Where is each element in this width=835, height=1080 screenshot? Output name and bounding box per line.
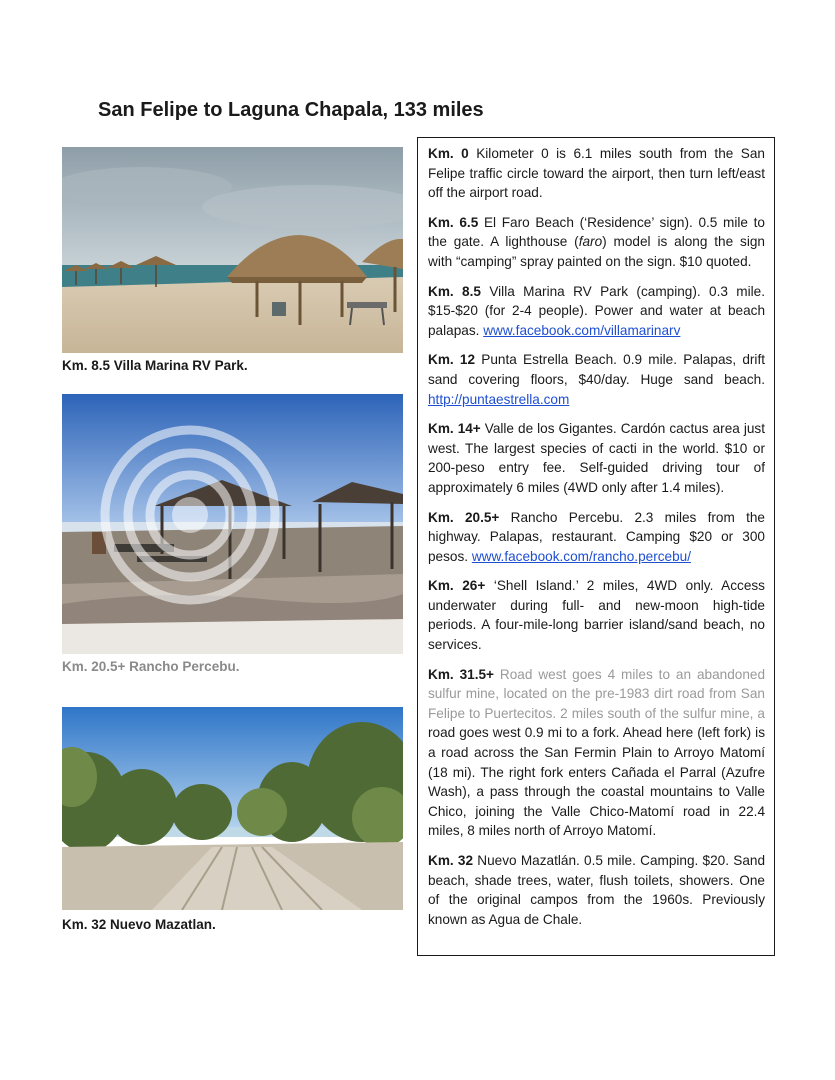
- page-title: San Felipe to Laguna Chapala, 133 miles: [98, 99, 484, 121]
- entry-text: Kilometer 0 is 6.1 miles south from the San Felipe traffic circle toward the airport, then turn left/east off the airport road.: [428, 146, 765, 201]
- km-entry: [428, 419, 765, 497]
- km-label: Km. 32: [428, 853, 474, 868]
- rancho-percebu-link[interactable]: www.facebook.com/rancho.percebu/: [471, 548, 691, 564]
- km-entry: [428, 282, 765, 341]
- km-entry: [428, 665, 765, 841]
- entry-text: Nuevo Mazatlán. 0.5 mile. Camping. $20. Sand beach, shade trees, water, flush toilets, showers. One of the original campos from the 1960s. Previously known as Agua de Chale.: [428, 853, 766, 927]
- entry-text: Rancho Percebu. 2.3 miles from the highway. Palapas, restaurant. Camping $20 or 300 pesos.: [428, 509, 765, 564]
- photo-villa-marina: [62, 147, 403, 353]
- km-label: Km. 26+: [428, 578, 486, 594]
- km-entry: [428, 213, 765, 272]
- entry-text: ‘Shell Island.’ 2 miles, 4WD only. Access underwater during full- and new-moon high-tide periods. A four-mile-long barrier island/sand beach, no services.: [428, 578, 765, 653]
- villa-marina-link[interactable]: www.facebook.com/villamarinarv: [483, 322, 681, 338]
- entry-text: Villa Marina RV Park (camping). 0.3 mile. $15-$20 (for 2-4 people). Power and water at beach palapas.: [428, 283, 765, 338]
- entry-text: ) model is along the sign with “camping” spray painted on the sign. $10 quoted.: [428, 234, 765, 269]
- entry-text: road goes west 0.9 mi to a fork. Ahead here (left fork) is a road across the San Fermin Plain to Arroyo Matomí (18 mi). The right fork enters Cañada el Parral (Azufre Wash), a pass through the coastal mountains to Valle Chico, joining the Valle Chico-Matomí road in 22.4 miles, 8 miles north of Arroyo Matomí.: [428, 725, 765, 839]
- entry-emphasis: faro: [578, 234, 603, 250]
- km-entry: [428, 508, 765, 567]
- km-label: Km. 20.5+: [428, 509, 500, 525]
- km-entry: [428, 350, 765, 409]
- km-entry: [428, 144, 765, 203]
- photo-nuevo-mazatlan: [62, 707, 403, 910]
- entry-text-faded: Road west goes 4 miles to an abandoned sulfur mine, located on the pre-1983 dirt road from San Felipe to Puertecitos. 2 miles south of the sulfur mine, a: [428, 666, 766, 721]
- photo-rancho-percebu: [62, 394, 403, 654]
- km-label: Km. 12: [428, 352, 476, 368]
- km-entry: [428, 576, 765, 654]
- km-log-box: [417, 137, 775, 956]
- km-entry: [428, 851, 765, 929]
- km-label: Km. 31.5+: [428, 666, 494, 682]
- km-label: Km. 6.5: [428, 214, 479, 230]
- entry-text: Punta Estrella Beach. 0.9 mile. Palapas, drift sand covering floors, $40/day. Huge sand beach.: [428, 352, 766, 387]
- photo-caption: Km. 20.5+ Rancho Percebu.: [62, 659, 240, 674]
- punta-estrella-link[interactable]: http://puntaestrella.com: [428, 391, 570, 407]
- entry-text: Valle de los Gigantes. Cardón cactus area just west. The largest species of cacti in the world. $10 or 200-peso entry fee. Self-guided driving tour of approximately 6 miles (4WD only after 1.4 miles).: [428, 421, 765, 495]
- km-label: Km. 14+: [428, 421, 481, 437]
- photo-caption: Km. 8.5 Villa Marina RV Park.: [62, 358, 248, 373]
- km-label: Km. 8.5: [428, 283, 481, 299]
- entry-text: El Faro Beach (‘Residence’ sign). 0.5 mile to the gate. A lighthouse (: [428, 214, 765, 250]
- km-label: Km. 0: [428, 146, 469, 161]
- photo-caption: Km. 32 Nuevo Mazatlan.: [62, 917, 216, 932]
